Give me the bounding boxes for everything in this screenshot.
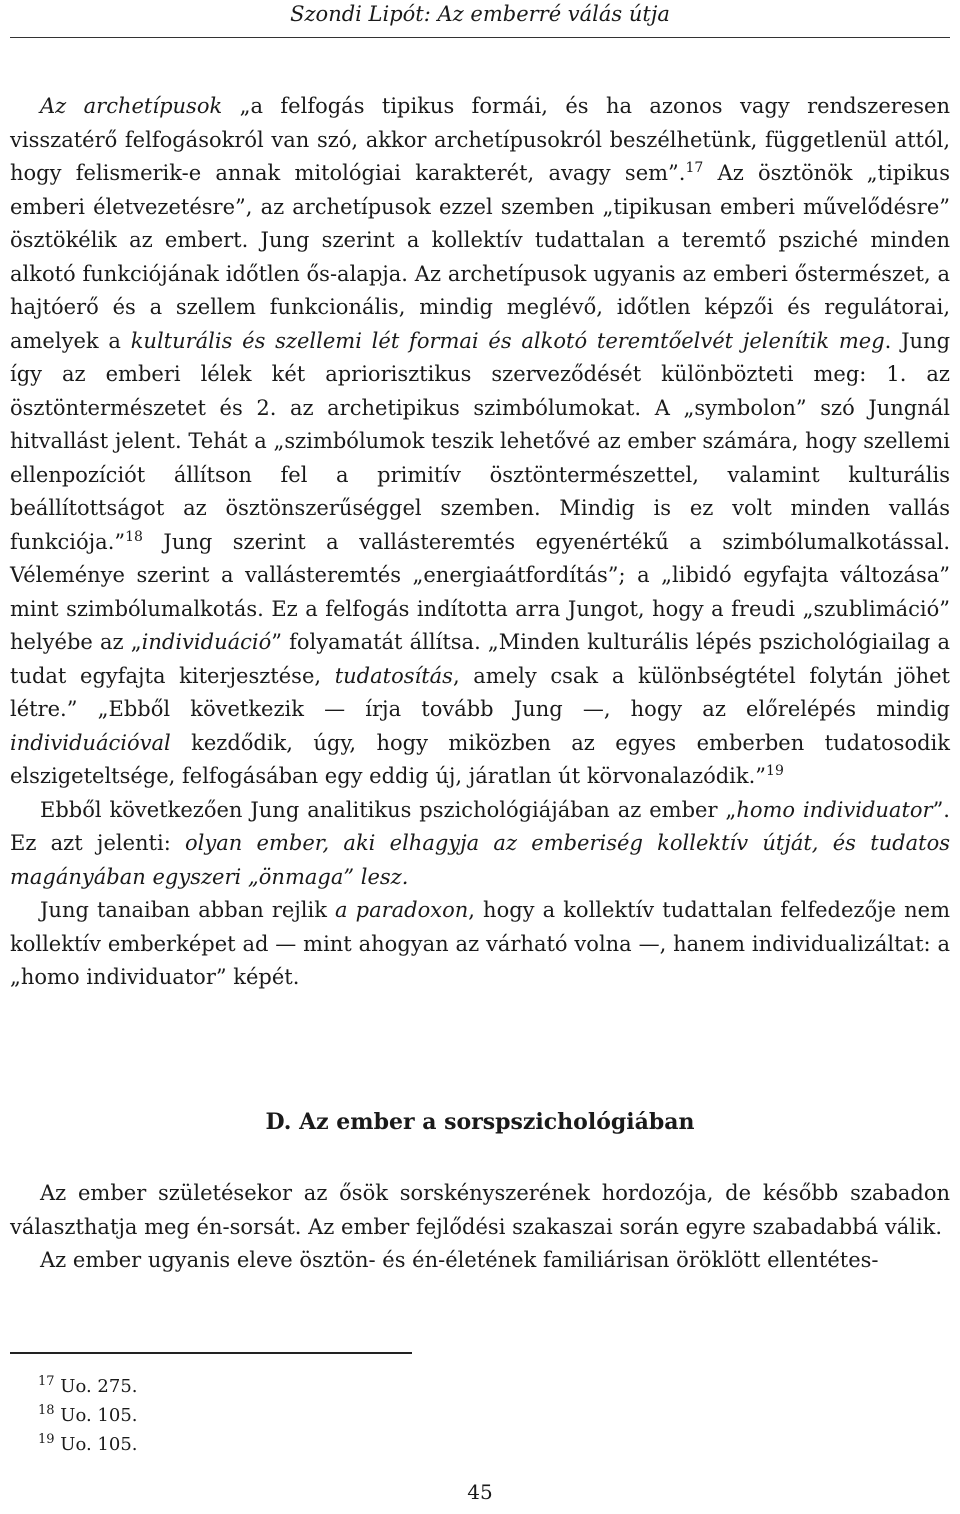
footnotes: [38, 1372, 638, 1459]
page-number: 45: [467, 1480, 493, 1504]
text-run: Az ösztönök „tipikus emberi életvezetésre”, az archetípusok ezzel szemben „tipikusan emberi művelődésre” ösztökélik az embert. Jung szerint a kollektív tudattalan a teremtő psziché minden alkotó funkciójának időtlen ős-alapja. Az archetípusok ugyanis az emberi őstermészet, a hajtóerő és a szellem funkcionális, mindig meglévő, időtlen képzői és regulátorai, amelyek a: [10, 161, 950, 353]
text-run: olyan ember, aki elhagyja az emberiség kollektív útját, és tudatos magányában egyszeri „önmaga” lesz.: [10, 831, 950, 889]
footnote-rule: [10, 1352, 412, 1354]
footnote: $^{19}$ Uo. 105.: [38, 1432, 138, 1455]
section-heading: D. Az ember a sorspszichológiában: [265, 1109, 695, 1135]
footnote-ref: 19: [766, 763, 784, 779]
text-run: individuáció: [141, 630, 272, 654]
text-run: ”. Ez azt jelenti:: [10, 797, 950, 855]
text-run: Jung szerint a vallásteremtés egyenértékű a szimbólumalkotással. Véleménye szerint a vallásteremtés „energiaátfordítás”; a „libidó egyfajta változása” mint szimbólumalkotás. Ez a felfogás indította arra Jungot, hogy a freudi „szublimáció” helyébe az „: [10, 529, 950, 654]
section-paragraph-1: Az ember születésekor az ősök sorskényszerének hordozója, de később szabadon választhatja meg én-sorsát. Az ember fejlődési szakaszai során egyre szabadabbá válik.: [10, 1181, 950, 1239]
text-run: . Jung így az emberi lélek két apriorisztikus szerveződését különbözteti meg: 1. az ösztöntermészetet és 2. az archetipikus szimbólumokat. A „symbolon” szó Jungnál hitvallást jelent. Tehát a „szimbólumok teszik lehetővé az ember számára, hogy szellemi ellenpozíciót állítson fel a primitív ösztöntermészettel, valamint kulturális beállítottságot az ösztönszerűséggel szemben. Mindig is ez volt minden vallás funkciója.”: [10, 328, 951, 554]
text-run: Ebből következően Jung analitikus pszichológiájában az ember „: [40, 797, 737, 822]
paragraph-archetypes: [10, 90, 950, 794]
footnote-ref: 18: [125, 528, 143, 545]
section-paragraph-2: Az ember ugyanis eleve ösztön- és én-életének familiárisan öröklött ellentétes-: [40, 1248, 879, 1272]
text-run: ” folyamatát állítsa. „Minden kulturális lépés pszichológiailag a tudat egyfajta kiterjesztése,: [10, 630, 950, 688]
footnote-ref: 17: [685, 160, 704, 176]
text-run: „a felfogás tipikus formái, és ha azonos vagy rendszeresen visszatérő felfogásokról van szó, akkor archetípusokról beszélhetünk, függetlenül attól, hogy felismerik-e annak mitológiai karakterét, avagy sem”.: [10, 94, 950, 185]
text-run: , hogy a kollektív tudattalan felfedezője nem kollektív emberképet ad — mint ahogyan az várható volna —, hanem individualizáltat: a „homo individuator” képét.: [10, 898, 951, 989]
text-run: Az archetípusok: [40, 94, 223, 118]
text-run: kezdődik, úgy, hogy miközben az egyes emberben tudatosodik elszigeteltsége, felfogásában egy eddig új, járatlan út körvonalazódik.”: [10, 730, 950, 788]
paragraph-paradox: [10, 894, 950, 995]
text-run: individuációval: [10, 730, 171, 755]
text-run: kulturális és szellemi lét formai és alkotó teremtőelvét jelenítik meg: [130, 328, 885, 353]
header-rule: [10, 37, 950, 38]
text-run: tudatosítás: [334, 663, 453, 688]
footnote: $^{18}$ Uo. 105.: [38, 1403, 138, 1426]
running-header: Szondi Lipót: Az emberré válás útja: [290, 2, 670, 26]
paragraph-homo-individuator: [10, 794, 950, 895]
footnote: $^{17}$ Uo. 275.: [38, 1374, 138, 1397]
text-run: homo individuator: [736, 797, 933, 822]
text-run: , amely csak a különbségtétel folytán jöhet létre.” „Ebből következik — írja tovább Jung —, hogy az előrelépés mindig: [10, 663, 950, 721]
main-text: [10, 90, 950, 995]
text-run: Jung tanaiban abban rejlik: [40, 898, 336, 922]
section-text: [10, 1177, 950, 1278]
text-run: a paradoxon: [335, 898, 469, 922]
